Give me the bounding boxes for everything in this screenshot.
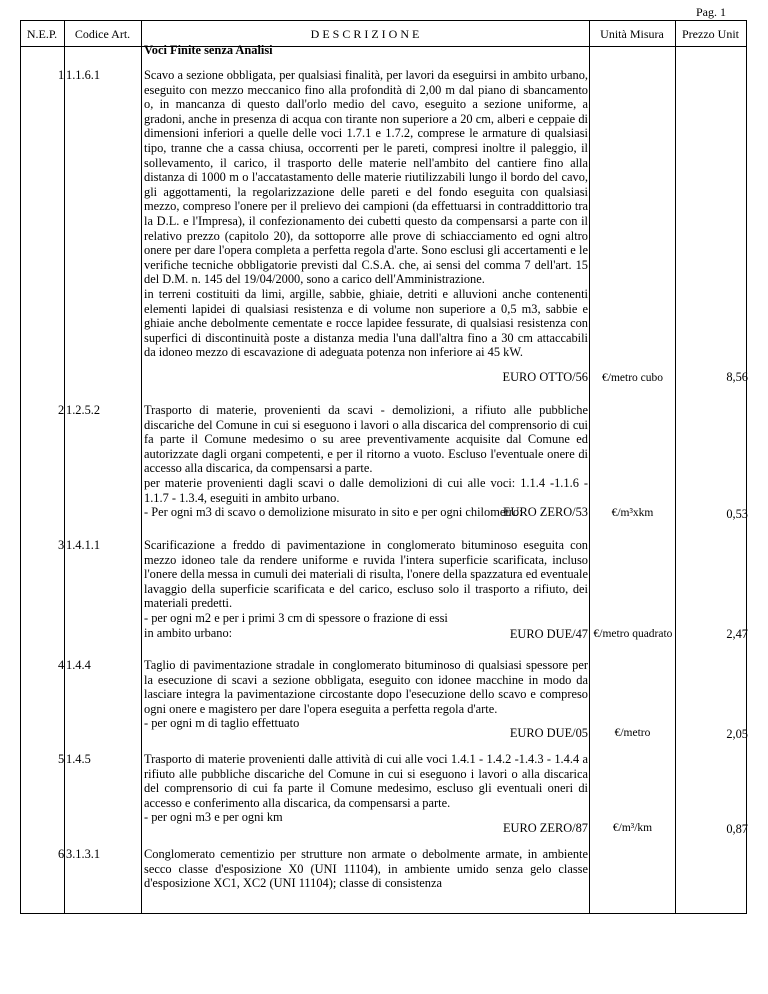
item-description <box>144 538 588 640</box>
description-paragraph: Scarificazione a freddo di pavimentazione in conglomerato bituminoso eseguita con mezzo idoneo tale da rendere uniforme e ruvida l'intera superficie scarificata, incluso l'onere della messa in cumuli dei materiali di risulta, l'onere della spazzatura ed eventuale lavaggio della superficie scarificata e del carico, escluso solo il trasporto a rifiuto, dei materiali predetti. <box>144 538 588 611</box>
page-number: Pag. 1 <box>696 5 726 19</box>
description-paragraph: - per ogni m3 e per ogni km <box>144 810 283 825</box>
col-divider-left <box>20 20 21 914</box>
col-divider-right <box>746 20 747 914</box>
item-price-words: EURO ZERO/53 <box>502 505 588 519</box>
item-description <box>144 403 588 520</box>
item-unit: €/metro quadrato <box>593 628 673 640</box>
item-price-words: EURO DUE/05 <box>509 726 588 740</box>
item-code: 1.1.6.1 <box>66 68 101 82</box>
description-paragraph: Conglomerato cementizio per strutture non armate o debolmente armate, in ambiente secco classe d'esposizione X0 (UNI 11104), in ambiente umido senza gelo classe d'esposizione XC1, XC2 (UNI 11104); classe di consistenza <box>144 847 588 891</box>
description-paragraph: in terreni costituiti da limi, argille, sabbie, ghiaie, detriti e alluvioni anche contenenti elementi lapidei di qualsiasi resistenza e di volume non superiore a 0,5 m3, sabbie e ghiaie anche debolmente cementate e rocce lapidee fessurate, di qualsiasi resistenza con superfici di discontinuità poste a distanza media l'una dall'altra fino a 30 cm attaccabili da idoneo mezzo di escavazione di adeguata potenza non inferiore ai 45 kW. <box>144 286 588 360</box>
item-number: 2 <box>58 403 65 417</box>
description-paragraph: - per ogni m2 e per i primi 3 cm di spessore o frazione di essi <box>144 610 448 625</box>
col-divider-unit <box>675 20 676 914</box>
header-unit: Unità Misura <box>600 27 664 41</box>
item-number: 4 <box>58 658 65 672</box>
description-paragraph: Trasporto di materie, provenienti da scavi - demolizioni, a rifiuto alle pubbliche discariche del Comune in cui si eseguono i lavori o alla discarica del comprensorio di cui fa parte il Comune medesimo o su aree preventivamente acquisite dal Comune ed autorizzate dagli organi competenti, e per il ritorno a vuoto. Escluso l'eventuale onere di accesso alla discarica, da compensarsi a parte. <box>144 403 588 476</box>
item-unit: €/metro <box>614 727 651 739</box>
item-description <box>144 847 588 891</box>
item-number: 3 <box>58 538 65 552</box>
description-paragraph: per materie provenienti dagli scavi o dalle demolizioni di cui alle voci: 1.1.4 -1.1.6 - 1.1.7 - 1.3.4, eseguiti in ambito urbano. <box>144 475 588 505</box>
item-description <box>144 752 588 825</box>
item-number: 6 <box>58 847 65 861</box>
table-bottom-rule <box>20 913 746 914</box>
item-price: 0,53 <box>726 507 748 521</box>
item-number: 5 <box>58 752 65 766</box>
item-price: 0,87 <box>726 822 748 836</box>
item-price-words: EURO DUE/47 <box>509 627 588 641</box>
item-description <box>144 658 588 731</box>
header-bottom-rule <box>20 46 746 47</box>
header-top-rule <box>20 20 746 21</box>
col-divider-code <box>141 20 142 914</box>
item-unit: €/metro cubo <box>602 372 663 384</box>
description-paragraph: Trasporto di materie provenienti dalle attività di cui alle voci 1.4.1 - 1.4.2 -1.4.3 - 1.4.4 a rifiuto alle pubbliche discariche del Comune in cui si eseguono i lavori o alla discarica del comprensorio di cui fa parte il Comune medesimo, escluso gli eventuali oneri di accesso e conferimento alla discarica, da compensarsi a parte. <box>144 752 588 810</box>
item-unit: €/m³/km <box>612 822 653 834</box>
item-code: 3.1.3.1 <box>66 847 101 861</box>
item-code: 1.4.1.1 <box>66 538 101 552</box>
description-paragraph: - per ogni m di taglio effettuato <box>144 716 300 731</box>
item-price-words: EURO ZERO/87 <box>502 821 588 835</box>
item-price: 8,56 <box>726 370 748 384</box>
header-price: Prezzo Unit <box>682 27 739 41</box>
item-price: 2,47 <box>726 627 748 641</box>
item-code: 1.2.5.2 <box>66 403 101 417</box>
section-title: Voci Finite senza Analisi <box>144 43 273 57</box>
item-unit: €/m³xkm <box>611 507 654 519</box>
description-paragraph: - Per ogni m3 di scavo o demolizione misurato in sito e per ogni chilometro: <box>144 505 523 520</box>
item-price-words: EURO OTTO/56 <box>502 370 588 384</box>
item-code: 1.4.4 <box>66 658 91 672</box>
description-paragraph: in ambito urbano: <box>144 625 233 640</box>
header-description: D E S C R I Z I O N E <box>310 27 420 41</box>
description-paragraph: Taglio di pavimentazione stradale in conglomerato bituminoso di qualsiasi spessore per la esecuzione di scavi a sezione obbligata, eseguito con idonee macchine in modo da lasciare integra la pavimentazione circostante dopo l'esecuzione dello scavo e compreso ogni onere e magistero per dare l'opera eseguita a perfetta regola d'arte. <box>144 658 588 716</box>
col-divider-desc <box>589 20 590 914</box>
item-price: 2,05 <box>726 727 748 741</box>
item-number: 1 <box>58 68 65 82</box>
col-divider-nep <box>64 20 65 914</box>
description-paragraph: Scavo a sezione obbligata, per qualsiasi finalità, per lavori da eseguirsi in ambito urbano, eseguito con mezzo meccanico fino alla profondità di 2,00 m dal piano di sbancamento o, in mancanza di questo dall'orlo medio del cavo, eseguito a sezione uniforme, a gradoni, anche in presenza di acqua con tirante non superiore a 20 cm, alberi e ceppaie di dimensioni inferiori a quelle delle voci 1.7.1 e 1.7.2, comprese le armature di qualsiasi tipo, tranne che a cassa chiusa, occorrenti per le pareti, compresi inoltre il paleggio, il sollevamento, il carico, il trasporto delle materie nell'ambito del cantiere fino alla distanza di 1000 m o l'accatastamento delle materie riutilizzabili lungo il bordo del cavo, gli aggottamenti, la regolarizzazione delle pareti e del fondo eseguita con qualsiasi mezzo, compreso l'onere per il prelievo dei campioni (da effettuarsi in contraddittorio tra la D.L. e l'Impresa), il confezionamento dei cubetti questo da compensarsi a parte con il relativo prezzo (capitolo 20), da sottoporre alle prove di schiacciamento ed ogni altro onere per dare l'opera completa a perfetta regola d'arte. Sono esclusi gli accertamenti e le verifiche tecniche obbligatorie previsti dal C.S.A. che, ai sensi del comma 7 dell'art. 15 del D.M. n. 145 del 19/04/2000, sono a carico dell'Amministrazione. <box>144 68 588 287</box>
item-description <box>144 68 588 360</box>
header-code: Codice Art. <box>74 27 131 41</box>
header-nep: N.E.P. <box>26 27 58 41</box>
item-code: 1.4.5 <box>66 752 91 766</box>
